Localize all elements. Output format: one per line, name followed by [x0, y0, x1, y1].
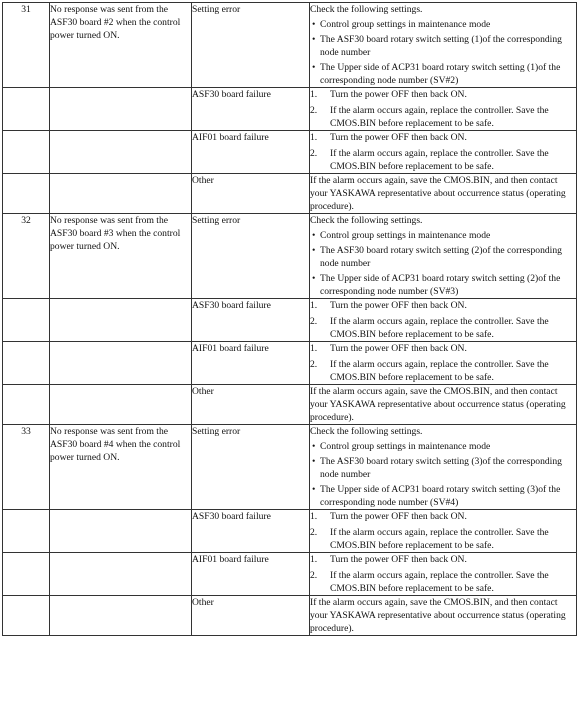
checklist-item: • The ASF30 board rotary switch setting (2)of the corresponding node number	[310, 244, 576, 270]
cause-type: ASF30 board failure	[192, 88, 310, 131]
empty-cause-cell	[50, 174, 192, 214]
empty-cause-cell	[50, 299, 192, 342]
step-number: 2.	[310, 148, 318, 159]
cause-type: Other	[192, 385, 310, 425]
settings-checklist	[310, 440, 576, 509]
alarm-table-body	[3, 3, 577, 636]
step-number: 1.	[310, 554, 318, 565]
empty-cause-cell	[50, 131, 192, 174]
step-text: Turn the power OFF then back ON.	[330, 511, 467, 522]
step-text: Turn the power OFF then back ON.	[330, 300, 467, 311]
remedy-step	[310, 342, 576, 355]
step-number: 1.	[310, 89, 318, 100]
step-number: 2.	[310, 316, 318, 327]
step-text: If the alarm occurs again, replace the controller. Save the CMOS.BIN before replacement to be safe.	[330, 359, 549, 383]
alarm-code: 32	[3, 214, 50, 299]
empty-cause-cell	[50, 88, 192, 131]
remedy-cell	[310, 214, 577, 299]
empty-code-cell	[3, 510, 50, 553]
alarm-cause: No response was sent from the ASF30 board #3 when the control power turned ON.	[50, 214, 192, 299]
table-row	[3, 131, 577, 174]
remedy-cell	[310, 174, 577, 214]
settings-checklist	[310, 229, 576, 298]
table-row	[3, 510, 577, 553]
step-number: 2.	[310, 105, 318, 116]
table-row	[3, 553, 577, 596]
cause-type: Setting error	[192, 214, 310, 299]
remedy-cell	[310, 299, 577, 342]
remedy-steps	[310, 510, 576, 552]
checklist-item: • The Upper side of ACP31 board rotary switch setting (2)of the corresponding node number (SV#3)	[310, 272, 576, 298]
empty-cause-cell	[50, 553, 192, 596]
cause-type: ASF30 board failure	[192, 299, 310, 342]
cause-type: AIF01 board failure	[192, 131, 310, 174]
step-number: 1.	[310, 300, 318, 311]
cause-type: Other	[192, 596, 310, 636]
remedy-cell	[310, 3, 577, 88]
empty-code-cell	[3, 342, 50, 385]
remedy-cell	[310, 510, 577, 553]
remedy-step	[310, 526, 576, 552]
checklist-item: • Control group settings in maintenance mode	[310, 18, 576, 31]
checklist-item: • The ASF30 board rotary switch setting (1)of the corresponding node number	[310, 33, 576, 59]
remedy-cell	[310, 553, 577, 596]
alarm-code: 33	[3, 425, 50, 510]
empty-cause-cell	[50, 385, 192, 425]
alarm-cause: No response was sent from the ASF30 board #4 when the control power turned ON.	[50, 425, 192, 510]
remedy-step	[310, 299, 576, 312]
remedy-steps	[310, 299, 576, 341]
table-row	[3, 3, 577, 88]
remedy-steps	[310, 88, 576, 130]
cause-type: AIF01 board failure	[192, 553, 310, 596]
checklist-item: • The Upper side of ACP31 board rotary switch setting (1)of the corresponding node number (SV#2)	[310, 61, 576, 87]
remedy-steps	[310, 553, 576, 595]
empty-code-cell	[3, 88, 50, 131]
remedy-step	[310, 315, 576, 341]
remedy-step	[310, 88, 576, 101]
step-text: Turn the power OFF then back ON.	[330, 132, 467, 143]
step-text: Turn the power OFF then back ON.	[330, 554, 467, 565]
remedy-cell	[310, 425, 577, 510]
cause-type: Setting error	[192, 425, 310, 510]
step-text: If the alarm occurs again, replace the controller. Save the CMOS.BIN before replacement to be safe.	[330, 527, 549, 551]
step-text: If the alarm occurs again, replace the controller. Save the CMOS.BIN before replacement to be safe.	[330, 105, 549, 129]
table-row	[3, 214, 577, 299]
remedy-cell	[310, 88, 577, 131]
alarm-cause: No response was sent from the ASF30 board #2 when the control power turned ON.	[50, 3, 192, 88]
cause-type: AIF01 board failure	[192, 342, 310, 385]
remedy-text: If the alarm occurs again, save the CMOS.BIN, and then contact your YASKAWA representative about occurrence status (operating procedure).	[310, 175, 566, 212]
cause-type: Setting error	[192, 3, 310, 88]
table-row	[3, 596, 577, 636]
step-number: 1.	[310, 132, 318, 143]
empty-code-cell	[3, 299, 50, 342]
step-text: If the alarm occurs again, replace the controller. Save the CMOS.BIN before replacement to be safe.	[330, 570, 549, 594]
empty-code-cell	[3, 596, 50, 636]
empty-code-cell	[3, 553, 50, 596]
remedy-intro: Check the following settings.	[310, 215, 423, 226]
empty-cause-cell	[50, 596, 192, 636]
empty-code-cell	[3, 174, 50, 214]
step-text: Turn the power OFF then back ON.	[330, 89, 467, 100]
checklist-item: • Control group settings in maintenance mode	[310, 440, 576, 453]
alarm-table	[2, 2, 577, 636]
checklist-item: • The ASF30 board rotary switch setting (3)of the corresponding node number	[310, 455, 576, 481]
table-row	[3, 425, 577, 510]
checklist-item: • Control group settings in maintenance mode	[310, 229, 576, 242]
remedy-steps	[310, 131, 576, 173]
cause-type: Other	[192, 174, 310, 214]
table-row	[3, 342, 577, 385]
table-row	[3, 88, 577, 131]
remedy-cell	[310, 342, 577, 385]
remedy-step	[310, 358, 576, 384]
step-text: Turn the power OFF then back ON.	[330, 343, 467, 354]
step-number: 2.	[310, 570, 318, 581]
remedy-step	[310, 569, 576, 595]
checklist-item: • The Upper side of ACP31 board rotary switch setting (3)of the corresponding node number (SV#4)	[310, 483, 576, 509]
remedy-cell	[310, 596, 577, 636]
remedy-step	[310, 553, 576, 566]
cause-type: ASF30 board failure	[192, 510, 310, 553]
empty-code-cell	[3, 131, 50, 174]
step-number: 2.	[310, 527, 318, 538]
empty-cause-cell	[50, 510, 192, 553]
remedy-cell	[310, 131, 577, 174]
remedy-cell	[310, 385, 577, 425]
remedy-text: If the alarm occurs again, save the CMOS.BIN, and then contact your YASKAWA representative about occurrence status (operating procedure).	[310, 386, 566, 423]
empty-cause-cell	[50, 342, 192, 385]
settings-checklist	[310, 18, 576, 87]
remedy-text: If the alarm occurs again, save the CMOS.BIN, and then contact your YASKAWA representative about occurrence status (operating procedure).	[310, 597, 566, 634]
remedy-step	[310, 131, 576, 144]
remedy-step	[310, 147, 576, 173]
alarm-code: 31	[3, 3, 50, 88]
remedy-step	[310, 510, 576, 523]
empty-code-cell	[3, 385, 50, 425]
step-text: If the alarm occurs again, replace the controller. Save the CMOS.BIN before replacement to be safe.	[330, 148, 549, 172]
step-number: 1.	[310, 511, 318, 522]
table-row	[3, 299, 577, 342]
remedy-intro: Check the following settings.	[310, 426, 423, 437]
remedy-intro: Check the following settings.	[310, 4, 423, 15]
table-row	[3, 385, 577, 425]
remedy-step	[310, 104, 576, 130]
step-number: 1.	[310, 343, 318, 354]
remedy-steps	[310, 342, 576, 384]
step-text: If the alarm occurs again, replace the controller. Save the CMOS.BIN before replacement to be safe.	[330, 316, 549, 340]
step-number: 2.	[310, 359, 318, 370]
table-row	[3, 174, 577, 214]
